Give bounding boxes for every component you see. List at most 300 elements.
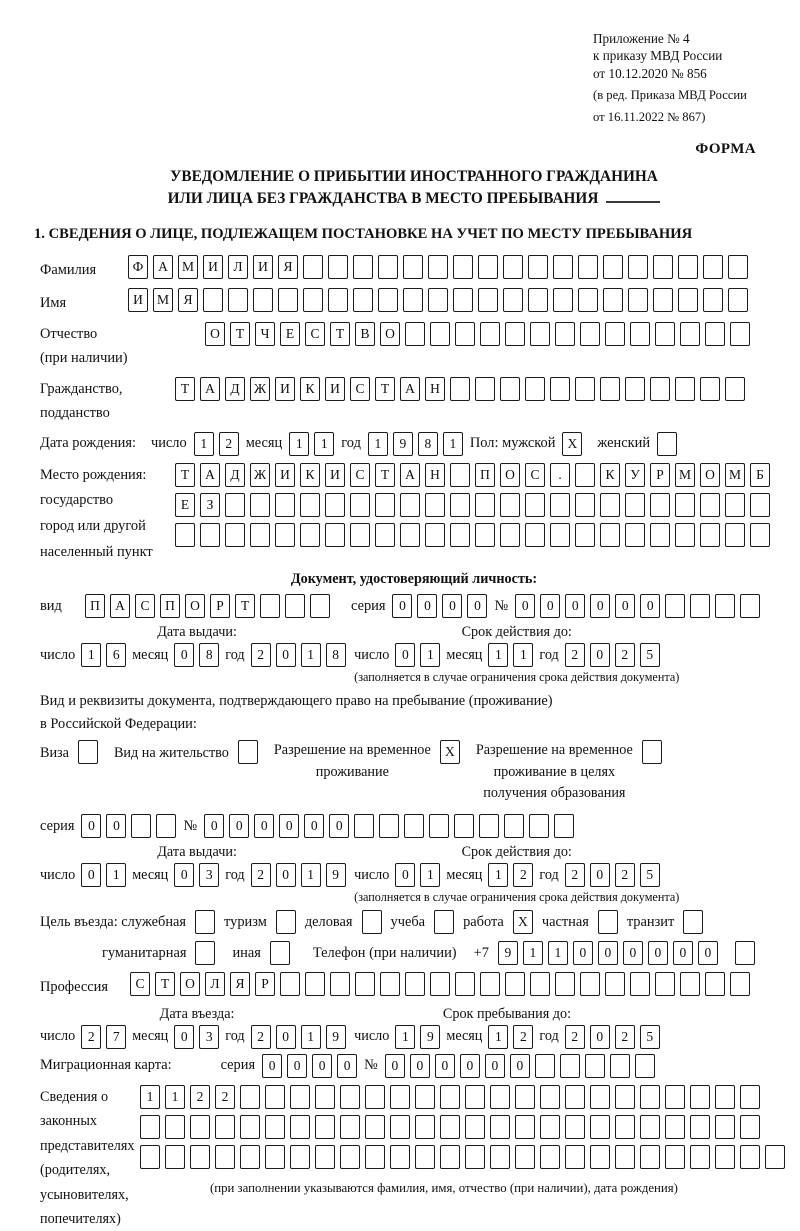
residence-number-cell[interactable]: 0 xyxy=(229,814,249,838)
birth-place-cell[interactable]: С xyxy=(350,463,370,487)
patronymic-cell[interactable] xyxy=(655,322,675,346)
surname-cell[interactable] xyxy=(703,255,723,279)
birth-place-cell[interactable] xyxy=(500,493,520,517)
firstname-cell[interactable] xyxy=(453,288,473,312)
birth-place-cell[interactable] xyxy=(375,523,395,547)
stay-year-cell[interactable]: 2 xyxy=(565,1025,585,1049)
entry-month-cell[interactable]: 3 xyxy=(199,1025,219,1049)
profession-cell[interactable] xyxy=(455,972,475,996)
valid-day-cell[interactable]: 0 xyxy=(395,643,415,667)
birth-place-cell[interactable] xyxy=(575,493,595,517)
birth-place-cell[interactable]: У xyxy=(625,463,645,487)
birth-place-cell[interactable] xyxy=(525,493,545,517)
firstname-cell[interactable] xyxy=(578,288,598,312)
birth-place-cell[interactable]: П xyxy=(475,463,495,487)
issue-day-cell[interactable]: 1 xyxy=(106,863,126,887)
patronymic-cell[interactable]: Ч xyxy=(255,322,275,346)
doc-type-cell[interactable]: О xyxy=(185,594,205,618)
representative-cell[interactable] xyxy=(465,1085,485,1109)
birth-place-cell[interactable] xyxy=(225,523,245,547)
migration-series-cell[interactable]: 0 xyxy=(312,1054,332,1078)
doc-type-cell[interactable]: С xyxy=(135,594,155,618)
residence-number-cell[interactable] xyxy=(354,814,374,838)
representative-cell[interactable] xyxy=(315,1145,335,1169)
birth-place-cell[interactable]: К xyxy=(600,463,620,487)
residence-series-cell[interactable] xyxy=(131,814,151,838)
valid-day-cell[interactable]: 1 xyxy=(420,863,440,887)
phone-cell[interactable]: 1 xyxy=(548,941,568,965)
doc-number-cell[interactable]: 0 xyxy=(515,594,535,618)
surname-cell[interactable] xyxy=(678,255,698,279)
birth-place-cell[interactable]: М xyxy=(675,463,695,487)
birth-place-cell[interactable] xyxy=(350,523,370,547)
profession-cell[interactable]: Т xyxy=(155,972,175,996)
representative-cell[interactable] xyxy=(415,1115,435,1139)
surname-cell[interactable]: Л xyxy=(228,255,248,279)
surname-cell[interactable] xyxy=(503,255,523,279)
doc-number-cell[interactable]: 0 xyxy=(565,594,585,618)
birth-place-cell[interactable]: З xyxy=(200,493,220,517)
representative-cell[interactable] xyxy=(190,1115,210,1139)
profession-cell[interactable] xyxy=(330,972,350,996)
birth-year-cell[interactable]: 9 xyxy=(393,432,413,456)
birth-place-cell[interactable] xyxy=(650,493,670,517)
checkbox-cell[interactable] xyxy=(598,910,618,934)
representative-cell[interactable] xyxy=(490,1145,510,1169)
firstname-cell[interactable] xyxy=(403,288,423,312)
residence-number-cell[interactable]: 0 xyxy=(204,814,224,838)
patronymic-cell[interactable]: В xyxy=(355,322,375,346)
checkbox-cell[interactable] xyxy=(434,910,454,934)
representative-cell[interactable] xyxy=(765,1145,785,1169)
representative-cell[interactable] xyxy=(440,1115,460,1139)
birth-place-cell[interactable] xyxy=(550,523,570,547)
citizenship-cell[interactable] xyxy=(675,377,695,401)
citizenship-cell[interactable] xyxy=(500,377,520,401)
representative-cell[interactable] xyxy=(740,1085,760,1109)
birth-place-cell[interactable] xyxy=(500,523,520,547)
residence-number-cell[interactable] xyxy=(429,814,449,838)
birth-place-cell[interactable] xyxy=(750,523,770,547)
representative-cell[interactable] xyxy=(665,1145,685,1169)
issue-year-cell[interactable]: 1 xyxy=(301,863,321,887)
surname-cell[interactable]: А xyxy=(153,255,173,279)
migration-number-cell[interactable]: 0 xyxy=(410,1054,430,1078)
birth-place-cell[interactable]: И xyxy=(325,463,345,487)
representative-cell[interactable] xyxy=(165,1115,185,1139)
birth-place-cell[interactable] xyxy=(400,523,420,547)
citizenship-cell[interactable] xyxy=(450,377,470,401)
birth-year-cell[interactable]: 1 xyxy=(443,432,463,456)
residence-number-cell[interactable]: 0 xyxy=(304,814,324,838)
representative-cell[interactable] xyxy=(265,1085,285,1109)
valid-year-cell[interactable]: 0 xyxy=(590,863,610,887)
representative-cell[interactable] xyxy=(240,1085,260,1109)
valid-year-cell[interactable]: 2 xyxy=(565,863,585,887)
firstname-cell[interactable] xyxy=(628,288,648,312)
residence-number-cell[interactable]: 0 xyxy=(329,814,349,838)
birth-year-cell[interactable]: 8 xyxy=(418,432,438,456)
entry-year-cell[interactable]: 1 xyxy=(301,1025,321,1049)
checkbox-cell[interactable] xyxy=(642,740,662,764)
birth-place-cell[interactable]: С xyxy=(525,463,545,487)
entry-year-cell[interactable]: 2 xyxy=(251,1025,271,1049)
birth-place-cell[interactable] xyxy=(675,493,695,517)
patronymic-cell[interactable] xyxy=(430,322,450,346)
profession-cell[interactable]: С xyxy=(130,972,150,996)
citizenship-cell[interactable] xyxy=(725,377,745,401)
representative-cell[interactable] xyxy=(565,1115,585,1139)
birth-place-cell[interactable] xyxy=(700,523,720,547)
representative-cell[interactable] xyxy=(365,1115,385,1139)
firstname-cell[interactable] xyxy=(328,288,348,312)
residence-number-cell[interactable] xyxy=(454,814,474,838)
citizenship-cell[interactable]: Ж xyxy=(250,377,270,401)
stay-day-cell[interactable]: 1 xyxy=(395,1025,415,1049)
entry-day-cell[interactable]: 7 xyxy=(106,1025,126,1049)
checkbox-cell[interactable]: X xyxy=(440,740,460,764)
issue-year-cell[interactable]: 8 xyxy=(326,643,346,667)
representative-cell[interactable] xyxy=(340,1145,360,1169)
residence-number-cell[interactable] xyxy=(479,814,499,838)
birth-place-cell[interactable]: Н xyxy=(425,463,445,487)
representative-cell[interactable] xyxy=(740,1115,760,1139)
firstname-cell[interactable] xyxy=(428,288,448,312)
patronymic-cell[interactable] xyxy=(705,322,725,346)
birth-place-cell[interactable] xyxy=(675,523,695,547)
entry-year-cell[interactable]: 9 xyxy=(326,1025,346,1049)
representative-cell[interactable] xyxy=(715,1145,735,1169)
phone-cell[interactable] xyxy=(735,941,755,965)
doc-type-cell[interactable]: Т xyxy=(235,594,255,618)
patronymic-cell[interactable] xyxy=(630,322,650,346)
citizenship-cell[interactable] xyxy=(650,377,670,401)
profession-cell[interactable] xyxy=(480,972,500,996)
representative-cell[interactable] xyxy=(515,1115,535,1139)
valid-day-cell[interactable]: 1 xyxy=(420,643,440,667)
birth-place-cell[interactable] xyxy=(600,493,620,517)
checkbox-cell[interactable] xyxy=(195,910,215,934)
profession-cell[interactable] xyxy=(430,972,450,996)
birth-place-cell[interactable] xyxy=(350,493,370,517)
representative-cell[interactable] xyxy=(640,1145,660,1169)
citizenship-cell[interactable]: И xyxy=(325,377,345,401)
representative-cell[interactable] xyxy=(740,1145,760,1169)
migration-number-cell[interactable]: 0 xyxy=(460,1054,480,1078)
representative-cell[interactable] xyxy=(240,1115,260,1139)
surname-cell[interactable] xyxy=(728,255,748,279)
citizenship-cell[interactable]: Т xyxy=(175,377,195,401)
migration-series-cell[interactable]: 0 xyxy=(287,1054,307,1078)
patronymic-cell[interactable] xyxy=(680,322,700,346)
birth-place-cell[interactable] xyxy=(700,493,720,517)
entry-year-cell[interactable]: 0 xyxy=(276,1025,296,1049)
birth-place-cell[interactable] xyxy=(175,523,195,547)
patronymic-cell[interactable]: Е xyxy=(280,322,300,346)
representative-cell[interactable] xyxy=(340,1085,360,1109)
issue-day-cell[interactable]: 6 xyxy=(106,643,126,667)
doc-number-cell[interactable] xyxy=(715,594,735,618)
residence-series-cell[interactable]: 0 xyxy=(106,814,126,838)
patronymic-cell[interactable]: О xyxy=(380,322,400,346)
checkbox-cell[interactable] xyxy=(362,910,382,934)
representative-cell[interactable] xyxy=(290,1085,310,1109)
valid-year-cell[interactable]: 5 xyxy=(640,863,660,887)
checkbox-cell[interactable] xyxy=(276,910,296,934)
checkbox-cell[interactable] xyxy=(683,910,703,934)
profession-cell[interactable] xyxy=(280,972,300,996)
representative-cell[interactable] xyxy=(590,1085,610,1109)
firstname-cell[interactable] xyxy=(378,288,398,312)
birth-place-cell[interactable] xyxy=(525,523,545,547)
surname-cell[interactable] xyxy=(303,255,323,279)
birth-place-cell[interactable] xyxy=(275,493,295,517)
issue-day-cell[interactable]: 0 xyxy=(81,863,101,887)
birth-place-cell[interactable]: Т xyxy=(375,463,395,487)
phone-cell[interactable]: 0 xyxy=(648,941,668,965)
birth-place-cell[interactable] xyxy=(325,493,345,517)
birth-place-cell[interactable]: И xyxy=(275,463,295,487)
surname-cell[interactable] xyxy=(578,255,598,279)
representative-cell[interactable] xyxy=(190,1145,210,1169)
representative-cell[interactable] xyxy=(215,1145,235,1169)
representative-cell[interactable] xyxy=(390,1085,410,1109)
surname-cell[interactable] xyxy=(628,255,648,279)
birth-place-cell[interactable] xyxy=(450,463,470,487)
birth-place-cell[interactable]: О xyxy=(500,463,520,487)
birth-place-cell[interactable] xyxy=(400,493,420,517)
representative-cell[interactable] xyxy=(540,1145,560,1169)
migration-number-cell[interactable] xyxy=(635,1054,655,1078)
birth-place-cell[interactable] xyxy=(725,523,745,547)
birth-place-cell[interactable]: Е xyxy=(175,493,195,517)
representative-cell[interactable] xyxy=(415,1085,435,1109)
citizenship-cell[interactable] xyxy=(625,377,645,401)
representative-cell[interactable] xyxy=(240,1145,260,1169)
surname-cell[interactable] xyxy=(478,255,498,279)
representative-cell[interactable] xyxy=(615,1145,635,1169)
migration-series-cell[interactable]: 0 xyxy=(262,1054,282,1078)
issue-day-cell[interactable]: 1 xyxy=(81,643,101,667)
firstname-cell[interactable] xyxy=(253,288,273,312)
birth-place-cell[interactable] xyxy=(650,523,670,547)
patronymic-cell[interactable] xyxy=(730,322,750,346)
birth-place-cell[interactable] xyxy=(575,523,595,547)
stay-day-cell[interactable]: 9 xyxy=(420,1025,440,1049)
birth-place-cell[interactable]: . xyxy=(550,463,570,487)
representative-cell[interactable] xyxy=(490,1115,510,1139)
representative-cell[interactable] xyxy=(440,1085,460,1109)
doc-type-cell[interactable] xyxy=(285,594,305,618)
birth-place-cell[interactable] xyxy=(450,493,470,517)
doc-type-cell[interactable]: П xyxy=(85,594,105,618)
issue-year-cell[interactable]: 0 xyxy=(276,863,296,887)
residence-number-cell[interactable] xyxy=(504,814,524,838)
firstname-cell[interactable] xyxy=(653,288,673,312)
representative-cell[interactable] xyxy=(590,1145,610,1169)
entry-month-cell[interactable]: 0 xyxy=(174,1025,194,1049)
patronymic-cell[interactable] xyxy=(530,322,550,346)
birth-place-cell[interactable] xyxy=(225,493,245,517)
birth-place-cell[interactable] xyxy=(625,493,645,517)
birth-month-cell[interactable]: 1 xyxy=(289,432,309,456)
firstname-cell[interactable]: И xyxy=(128,288,148,312)
citizenship-cell[interactable]: К xyxy=(300,377,320,401)
migration-number-cell[interactable] xyxy=(585,1054,605,1078)
birth-place-cell[interactable] xyxy=(250,523,270,547)
representative-cell[interactable] xyxy=(515,1145,535,1169)
checkbox-cell[interactable] xyxy=(78,740,98,764)
representative-cell[interactable] xyxy=(465,1145,485,1169)
patronymic-cell[interactable] xyxy=(405,322,425,346)
migration-number-cell[interactable]: 0 xyxy=(385,1054,405,1078)
representative-cell[interactable] xyxy=(540,1115,560,1139)
phone-cell[interactable]: 0 xyxy=(573,941,593,965)
entry-day-cell[interactable]: 2 xyxy=(81,1025,101,1049)
representative-cell[interactable] xyxy=(440,1145,460,1169)
valid-year-cell[interactable]: 2 xyxy=(615,863,635,887)
firstname-cell[interactable] xyxy=(478,288,498,312)
representative-cell[interactable] xyxy=(315,1115,335,1139)
firstname-cell[interactable] xyxy=(553,288,573,312)
birth-place-cell[interactable] xyxy=(200,523,220,547)
checkbox-cell[interactable] xyxy=(195,941,215,965)
doc-number-cell[interactable]: 0 xyxy=(615,594,635,618)
birth-place-cell[interactable] xyxy=(600,523,620,547)
birth-place-cell[interactable]: Т xyxy=(175,463,195,487)
residence-number-cell[interactable] xyxy=(554,814,574,838)
issue-month-cell[interactable]: 3 xyxy=(199,863,219,887)
representative-cell[interactable] xyxy=(365,1085,385,1109)
birth-place-cell[interactable] xyxy=(750,493,770,517)
firstname-cell[interactable] xyxy=(353,288,373,312)
surname-cell[interactable] xyxy=(428,255,448,279)
representative-cell[interactable] xyxy=(465,1115,485,1139)
birth-place-cell[interactable]: О xyxy=(700,463,720,487)
profession-cell[interactable]: Л xyxy=(205,972,225,996)
checkbox-cell[interactable]: X xyxy=(562,432,582,456)
birth-place-cell[interactable] xyxy=(725,493,745,517)
valid-day-cell[interactable]: 0 xyxy=(395,863,415,887)
issue-year-cell[interactable]: 9 xyxy=(326,863,346,887)
migration-number-cell[interactable] xyxy=(610,1054,630,1078)
firstname-cell[interactable] xyxy=(603,288,623,312)
residence-number-cell[interactable]: 0 xyxy=(279,814,299,838)
surname-cell[interactable]: Я xyxy=(278,255,298,279)
representative-cell[interactable] xyxy=(515,1085,535,1109)
patronymic-cell[interactable]: С xyxy=(305,322,325,346)
representative-cell[interactable] xyxy=(665,1085,685,1109)
birth-day-cell[interactable]: 1 xyxy=(194,432,214,456)
doc-series-cell[interactable]: 0 xyxy=(392,594,412,618)
birth-place-cell[interactable] xyxy=(425,523,445,547)
surname-cell[interactable] xyxy=(653,255,673,279)
birth-place-cell[interactable]: М xyxy=(725,463,745,487)
patronymic-cell[interactable] xyxy=(605,322,625,346)
phone-cell[interactable]: 1 xyxy=(523,941,543,965)
representative-cell[interactable] xyxy=(140,1115,160,1139)
profession-cell[interactable] xyxy=(655,972,675,996)
checkbox-cell[interactable] xyxy=(657,432,677,456)
phone-cell[interactable]: 0 xyxy=(598,941,618,965)
citizenship-cell[interactable] xyxy=(475,377,495,401)
representative-cell[interactable] xyxy=(715,1115,735,1139)
representative-cell[interactable] xyxy=(640,1085,660,1109)
birth-place-cell[interactable] xyxy=(300,493,320,517)
patronymic-cell[interactable]: Т xyxy=(230,322,250,346)
issue-year-cell[interactable]: 2 xyxy=(251,863,271,887)
migration-number-cell[interactable]: 0 xyxy=(435,1054,455,1078)
representative-cell[interactable] xyxy=(315,1085,335,1109)
doc-type-cell[interactable] xyxy=(260,594,280,618)
birth-place-cell[interactable]: Б xyxy=(750,463,770,487)
doc-type-cell[interactable]: П xyxy=(160,594,180,618)
birth-place-cell[interactable]: Ж xyxy=(250,463,270,487)
birth-place-cell[interactable]: А xyxy=(200,463,220,487)
representative-cell[interactable] xyxy=(340,1115,360,1139)
patronymic-cell[interactable] xyxy=(555,322,575,346)
representative-cell[interactable] xyxy=(715,1085,735,1109)
citizenship-cell[interactable] xyxy=(575,377,595,401)
profession-cell[interactable] xyxy=(580,972,600,996)
citizenship-cell[interactable]: А xyxy=(200,377,220,401)
representative-cell[interactable]: 1 xyxy=(165,1085,185,1109)
doc-number-cell[interactable] xyxy=(690,594,710,618)
migration-number-cell[interactable]: 0 xyxy=(485,1054,505,1078)
citizenship-cell[interactable]: А xyxy=(400,377,420,401)
doc-type-cell[interactable]: А xyxy=(110,594,130,618)
surname-cell[interactable]: И xyxy=(203,255,223,279)
firstname-cell[interactable]: М xyxy=(153,288,173,312)
residence-number-cell[interactable]: 0 xyxy=(254,814,274,838)
surname-cell[interactable] xyxy=(453,255,473,279)
representative-cell[interactable] xyxy=(215,1115,235,1139)
profession-cell[interactable] xyxy=(630,972,650,996)
representative-cell[interactable] xyxy=(615,1115,635,1139)
issue-year-cell[interactable]: 2 xyxy=(251,643,271,667)
citizenship-cell[interactable]: Д xyxy=(225,377,245,401)
profession-cell[interactable] xyxy=(680,972,700,996)
phone-cell[interactable]: 0 xyxy=(698,941,718,965)
valid-month-cell[interactable]: 1 xyxy=(513,643,533,667)
phone-cell[interactable]: 0 xyxy=(673,941,693,965)
representative-cell[interactable] xyxy=(140,1145,160,1169)
birth-day-cell[interactable]: 2 xyxy=(219,432,239,456)
issue-month-cell[interactable]: 0 xyxy=(174,863,194,887)
citizenship-cell[interactable] xyxy=(600,377,620,401)
profession-cell[interactable] xyxy=(730,972,750,996)
surname-cell[interactable] xyxy=(378,255,398,279)
citizenship-cell[interactable] xyxy=(525,377,545,401)
stay-month-cell[interactable]: 1 xyxy=(488,1025,508,1049)
firstname-cell[interactable] xyxy=(528,288,548,312)
profession-cell[interactable] xyxy=(405,972,425,996)
representative-cell[interactable] xyxy=(615,1085,635,1109)
surname-cell[interactable]: И xyxy=(253,255,273,279)
patronymic-cell[interactable]: Т xyxy=(330,322,350,346)
migration-number-cell[interactable] xyxy=(535,1054,555,1078)
representative-cell[interactable]: 1 xyxy=(140,1085,160,1109)
firstname-cell[interactable] xyxy=(203,288,223,312)
valid-month-cell[interactable]: 1 xyxy=(488,863,508,887)
patronymic-cell[interactable] xyxy=(580,322,600,346)
residence-number-cell[interactable] xyxy=(529,814,549,838)
representative-cell[interactable] xyxy=(490,1085,510,1109)
patronymic-cell[interactable]: О xyxy=(205,322,225,346)
stay-year-cell[interactable]: 2 xyxy=(615,1025,635,1049)
residence-number-cell[interactable] xyxy=(379,814,399,838)
surname-cell[interactable]: М xyxy=(178,255,198,279)
